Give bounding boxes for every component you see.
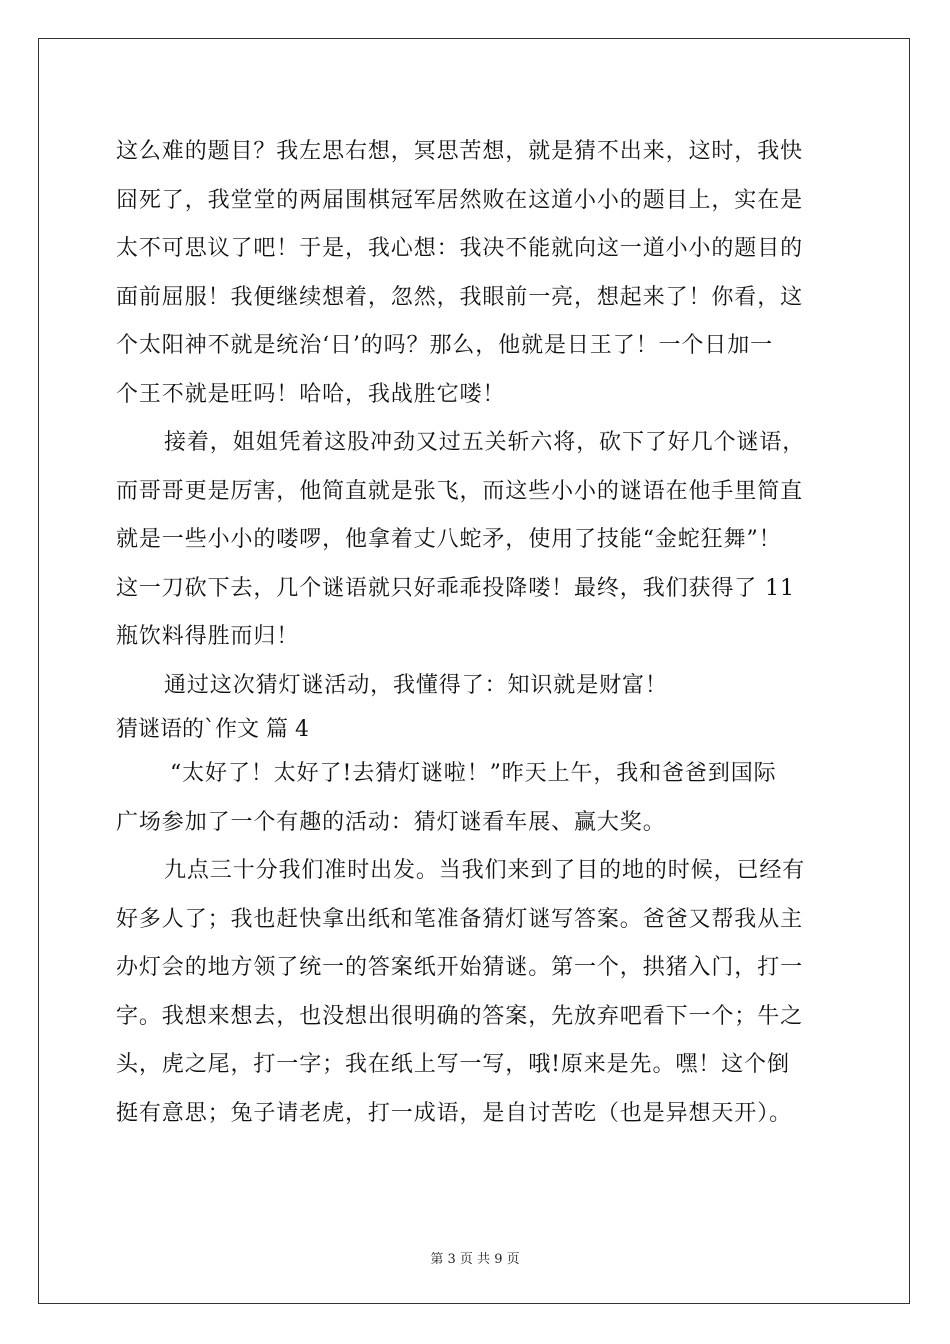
paragraph [116,750,836,847]
paragraph [116,847,836,1138]
text-line: 接着，姐姐凭着这股冲劲又过五关斩六将，砍下了好几个谜语， [164,430,806,455]
text-line: “太好了！太好了!去猜灯谜啦！”昨天上午，我和爸爸到国际 [170,761,777,786]
text-line: 挺有意思；兔子请老虎，打一成语，是自讨苦吃（也是异想天开）。 [116,1100,793,1126]
text-line: 头，虎之尾，打一字；我在纸上写一写，哦!原来是先。嘿！这个倒 [116,1052,790,1077]
document-body [116,128,836,1138]
text-line: 而哥哥更是厉害，他简直就是张飞，而这些小小的谜语在他手里简直 [116,478,804,504]
paragraph [116,128,836,419]
text-line: 通过这次猜灯谜活动，我懂得了：知识就是财富！ [164,672,668,698]
text-line: 广场参加了一个有趣的活动：猜灯谜看车展、赢大奖。 [116,809,666,835]
text-line: 就是一些小小的喽啰，他拿着丈八蛇矛，使用了技能“金蛇狂舞”！ [116,527,782,552]
section-title: 猜谜语的`作文 篇 4 [116,717,309,742]
text-line: 太不可思议了吧！于是，我心想：我决不能就向这一道小小的题目的 [116,236,804,261]
text-line: 个王不就是旺吗！哈哈，我战胜它喽！ [116,381,506,407]
paragraph [116,419,836,662]
paragraph [116,662,836,711]
text-line: 个太阳神不就是统治‘日’的吗？那么，他就是日王了！一个日加一 [116,333,773,358]
text-line: 九点三十分我们准时出发。当我们来到了目的地的时候，已经有 [164,858,806,883]
text-line: 这一刀砍下去，几个谜语就只好乖乖投降喽！最终，我们获得了 11 [116,575,795,601]
text-line: 面前屈服！我便继续想着，忽然，我眼前一亮，想起来了！你看，这 [116,284,804,310]
text-line: 瓶饮料得胜而归！ [116,624,300,649]
text-line: 办灯会的地方领了统一的答案纸开始猜谜。第一个，拱猪入门，打一 [116,955,804,980]
text-line: 字。我想来想去，也没想出很明确的答案，先放弃吧看下一个；牛之 [116,1003,804,1029]
text-line: 囧死了，我堂堂的两届围棋冠军居然败在这道小小的题目上，实在是 [116,187,804,213]
text-line: 好多人了；我也赶快拿出纸和笔准备猜灯谜写答案。爸爸又帮我从主 [116,906,804,932]
text-line: 这么难的题目？我左思右想，冥思苦想，就是猜不出来，这时，我快 [116,139,804,164]
page-number-footer: 第 3 页 共 9 页 [430,1252,520,1267]
